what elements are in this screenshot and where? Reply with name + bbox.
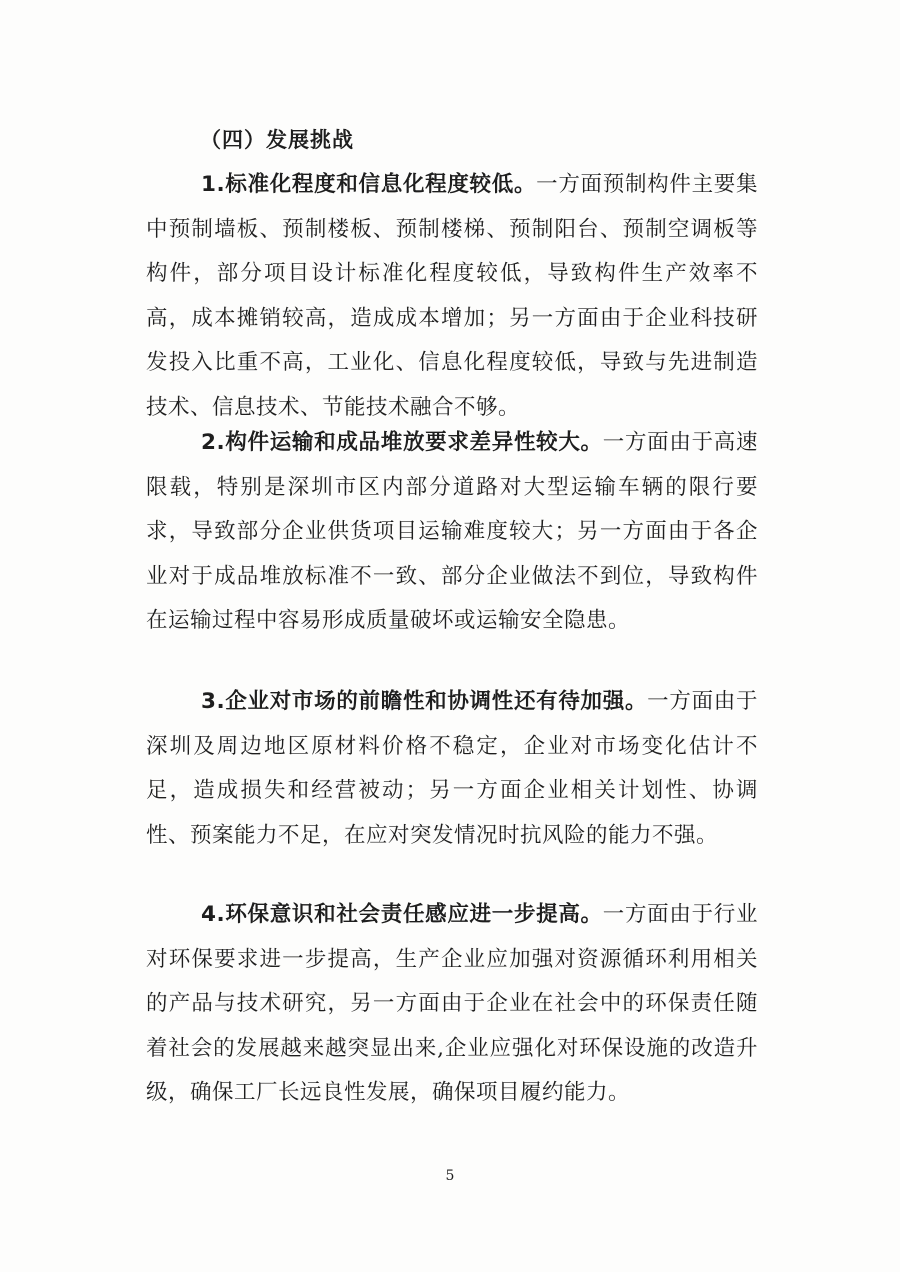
challenge-title-4: 4.环保意识和社会责任感应进一步提高。 bbox=[201, 902, 603, 927]
challenge-body-2: 一方面由于高速限载，特别是深圳市区内部分道路对大型运输车辆的限行要求，导致部分企业供货项目运输难度较大；另一方面由于各企业对于成品堆放标准不一致、部分企业做法不到位，导致构件在运输过程中容易形成质量破坏或运输安全隐患。 bbox=[146, 430, 758, 633]
challenge-paragraph-3 bbox=[146, 680, 758, 858]
challenge-title-1: 1.标准化程度和信息化程度较低。 bbox=[201, 172, 537, 197]
page-number: 5 bbox=[445, 1168, 455, 1184]
section-heading: （四）发展挑战 bbox=[200, 128, 354, 152]
challenge-paragraph-1 bbox=[146, 163, 758, 430]
challenge-body-1: 一方面预制构件主要集中预制墙板、预制楼板、预制楼梯、预制阳台、预制空调板等构件，部分项目设计标准化程度较低，导致构件生产效率不高，成本摊销较高，造成成本增加；另一方面由于企业科技研发投入比重不高，工业化、信息化程度较低，导致与先进制造技术、信息技术、节能技术融合不够。 bbox=[146, 172, 758, 420]
challenge-body-3: 一方面由于深圳及周边地区原材料价格不稳定，企业对市场变化估计不足，造成损失和经营被动；另一方面企业相关计划性、协调性、预案能力不足，在应对突发情况时抗风险的能力不强。 bbox=[146, 689, 758, 848]
challenge-paragraph-2 bbox=[146, 421, 758, 644]
challenge-title-2: 2.构件运输和成品堆放要求差异性较大。 bbox=[201, 430, 603, 455]
challenge-body-4: 一方面由于行业对环保要求进一步提高，生产企业应加强对资源循环利用相关的产品与技术研究，另一方面由于企业在社会中的环保责任随着社会的发展越来越突显出来,企业应强化对环保设施的改造升级，确保工厂长远良性发展，确保项目履约能力。 bbox=[146, 902, 758, 1105]
challenge-title-3: 3.企业对市场的前瞻性和协调性还有待加强。 bbox=[201, 689, 648, 714]
challenge-paragraph-4 bbox=[146, 893, 758, 1116]
